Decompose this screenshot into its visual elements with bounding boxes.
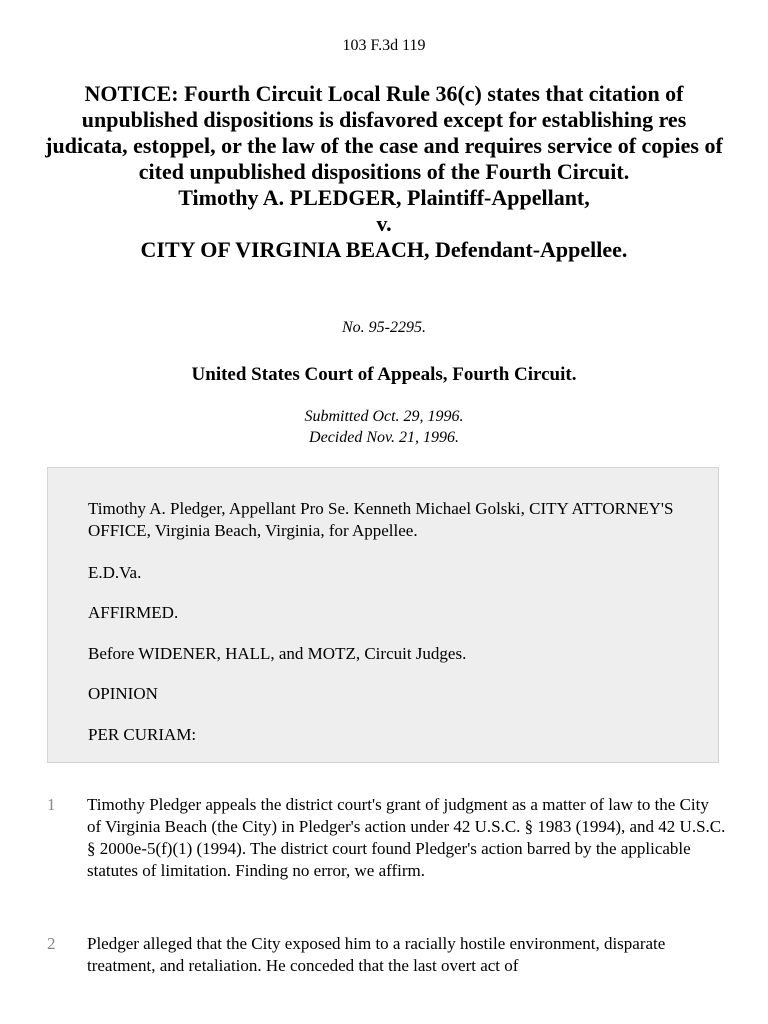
court-name: United States Court of Appeals, Fourth Circuit. [191,364,577,385]
lower-court: E.D.Va. [88,563,142,582]
case-info-box [47,467,719,763]
versus: v. [376,211,392,236]
case-heading [40,81,728,263]
per-curiam: PER CURIAM: [88,725,197,744]
docket-number: No. 95-2295. [342,319,426,336]
disposition: AFFIRMED. [88,603,179,622]
notice-text: NOTICE: Fourth Circuit Local Rule 36(c) states that citation of unpublished dispositions is disfavored except for establishing res judicata, estoppel, or the law of the case and requires service of copies of cited unpublished dispositions of the Fourth Circuit. [45,81,723,184]
case-dates [0,406,768,448]
panel-judges: Before WIDENER, HALL, and MOTZ, Circuit Judges. [88,644,467,663]
decided-date: Decided Nov. 21, 1996. [309,429,459,446]
paragraph-number: 1 [47,795,56,814]
paragraph-text: Timothy Pledger appeals the district court's grant of judgment as a matter of law to the City of Virginia Beach (the City) in Pledger's action under 42 U.S.C. § 1983 (1994), and 42 U.S.C. § 2000e-5(f)(1) (1994). The district court found Pledger's action barred by the applicable statutes of limitation. Finding no error, we affirm. [87,795,726,880]
paragraph-text: Pledger alleged that the City exposed him to a racially hostile environment, disparate treatment, and retaliation. He conceded that the last overt act of [87,934,666,975]
plaintiff-name: Timothy A. PLEDGER, Plaintiff-Appellant, [178,185,590,210]
opinion-label: OPINION [88,684,158,703]
paragraph-number: 2 [47,934,56,953]
defendant-name: CITY OF VIRGINIA BEACH, Defendant-Appellee. [140,237,628,262]
submitted-date: Submitted Oct. 29, 1996. [304,408,464,425]
citation: 103 F.3d 119 [342,37,426,54]
counsel-text: Timothy A. Pledger, Appellant Pro Se. Kenneth Michael Golski, CITY ATTORNEY'S OFFICE, Virginia Beach, Virginia, for Appellee. [88,499,674,540]
